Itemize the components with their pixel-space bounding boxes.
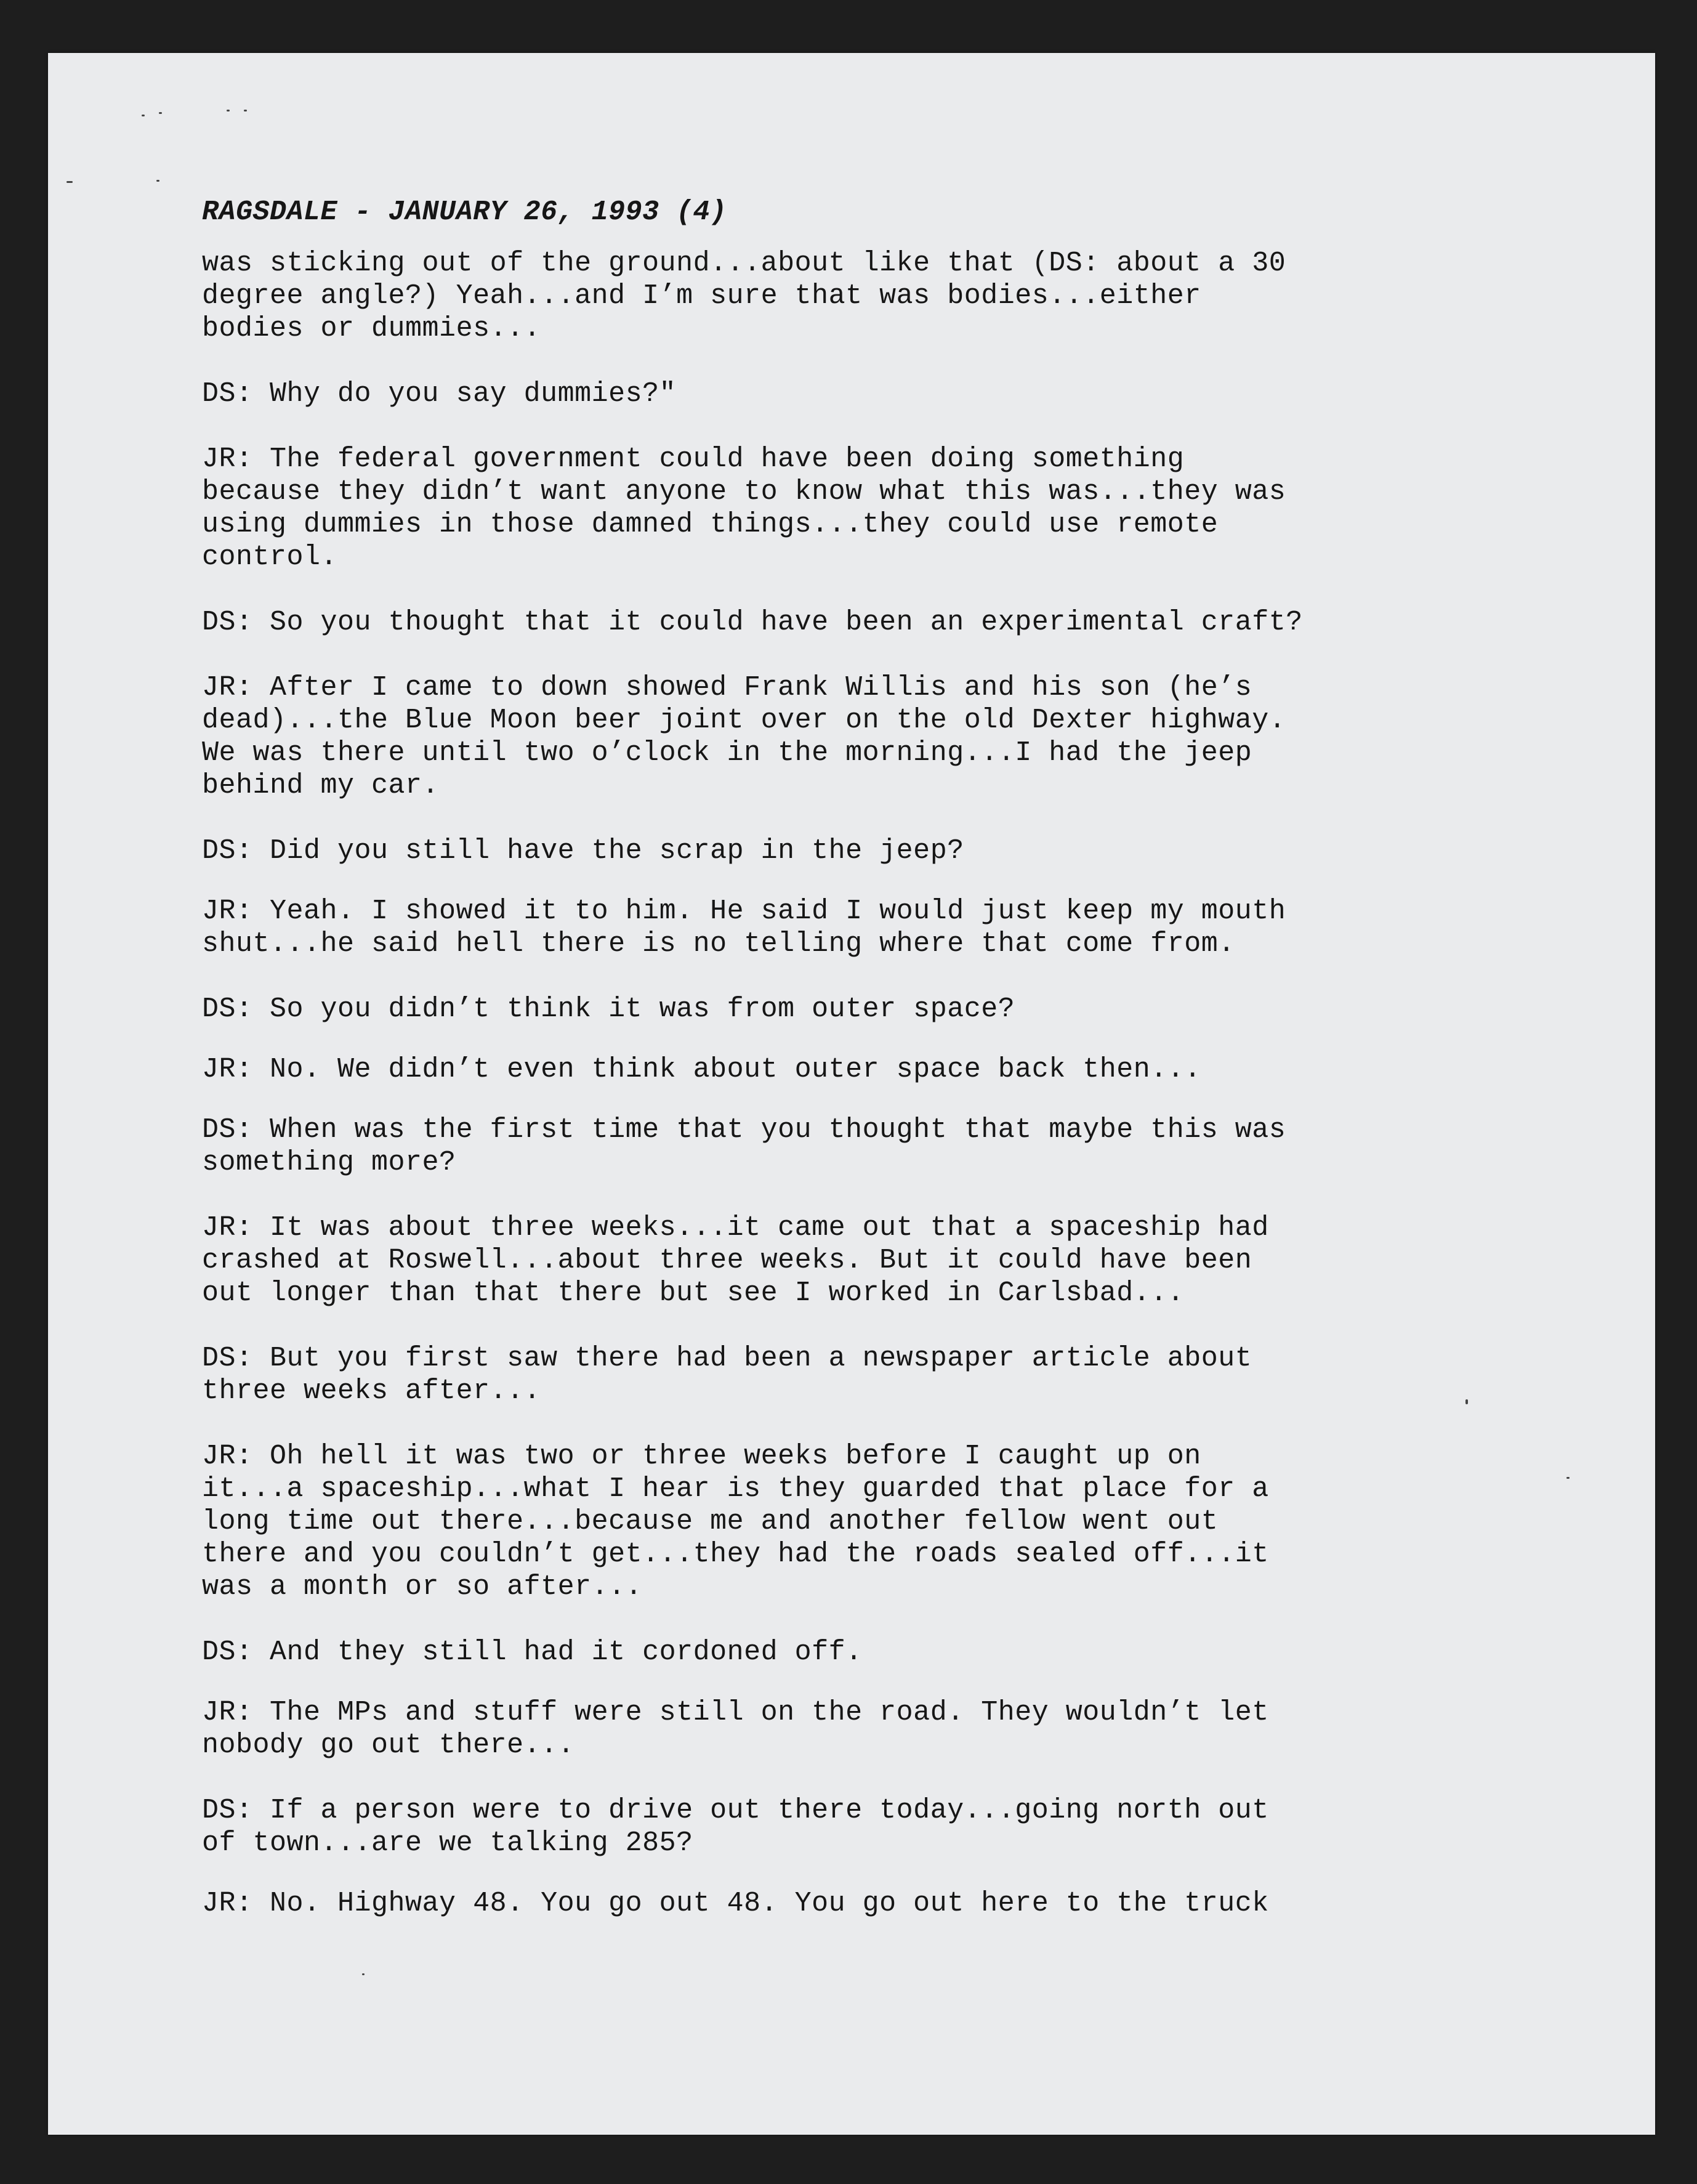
- scan-speck: [1566, 1477, 1570, 1479]
- scan-speck: [156, 180, 159, 182]
- transcript-paragraph: DS: Did you still have the scrap in the jeep?: [202, 835, 964, 867]
- transcript-paragraph: DS: Why do you say dummies?": [202, 378, 677, 410]
- transcript-paragraph: DS: But you first saw there had been a newspaper article about three weeks after...: [202, 1343, 1252, 1407]
- scan-speck: [362, 1973, 365, 1975]
- document-page: [48, 53, 1655, 2135]
- transcript-paragraph: DS: When was the first time that you thought that maybe this was something more?: [202, 1114, 1286, 1178]
- transcript-body: [202, 196, 1526, 1952]
- transcript-paragraph: was sticking out of the ground...about like that (DS: about a 30 degree angle?) Yeah...and I’m sure that was bodies...either bodies or dummies...: [202, 248, 1286, 344]
- transcript-paragraph: DS: And they still had it cordoned off.: [202, 1636, 863, 1668]
- scan-speck: [67, 181, 73, 183]
- transcript-paragraph: JR: Yeah. I showed it to him. He said I would just keep my mouth shut...he said hell there is no telling where that come from.: [202, 896, 1286, 960]
- transcript-paragraph: JR: After I came to down showed Frank Willis and his son (he’s dead)...the Blue Moon beer joint over on the old Dexter highway. We was there until two o’clock in the morning...I had the jeep behind my car.: [202, 672, 1286, 801]
- transcript-paragraph: JR: Oh hell it was two or three weeks before I caught up on it...a spaceship...what I hear is they guarded that place for a long time out there...because me and another fellow went out there and you couldn’t get...they had the roads sealed off...it was a month or so after...: [202, 1441, 1269, 1603]
- scan-speck: [244, 110, 247, 111]
- scan-speck: [159, 112, 162, 114]
- transcript-paragraph: JR: The federal government could have been doing something because they didn’t want anyone to know what this was...they was using dummies in those damned things...they could use remote control.: [202, 443, 1286, 573]
- transcript-paragraph: DS: So you thought that it could have been an experimental craft?: [202, 607, 1303, 638]
- scan-speck: [227, 110, 230, 111]
- page-header: RAGSDALE - JANUARY 26, 1993 (4): [202, 196, 727, 228]
- scan-speck: [142, 115, 145, 116]
- transcript-paragraph: DS: If a person were to drive out there today...going north out of town...are we talking 285?: [202, 1795, 1269, 1859]
- transcript-paragraph: DS: So you didn’t think it was from outer space?: [202, 993, 1015, 1025]
- transcript-paragraph: JR: No. We didn’t even think about outer space back then...: [202, 1054, 1201, 1085]
- transcript-paragraph: JR: The MPs and stuff were still on the road. They wouldn’t let nobody go out there...: [202, 1697, 1269, 1761]
- transcript-paragraph: JR: It was about three weeks...it came out that a spaceship had crashed at Roswell...about three weeks. But it could have been out longer than that there but see I worked in Carlsbad...: [202, 1212, 1269, 1309]
- transcript-paragraph: JR: No. Highway 48. You go out 48. You go out here to the truck: [202, 1888, 1269, 1919]
